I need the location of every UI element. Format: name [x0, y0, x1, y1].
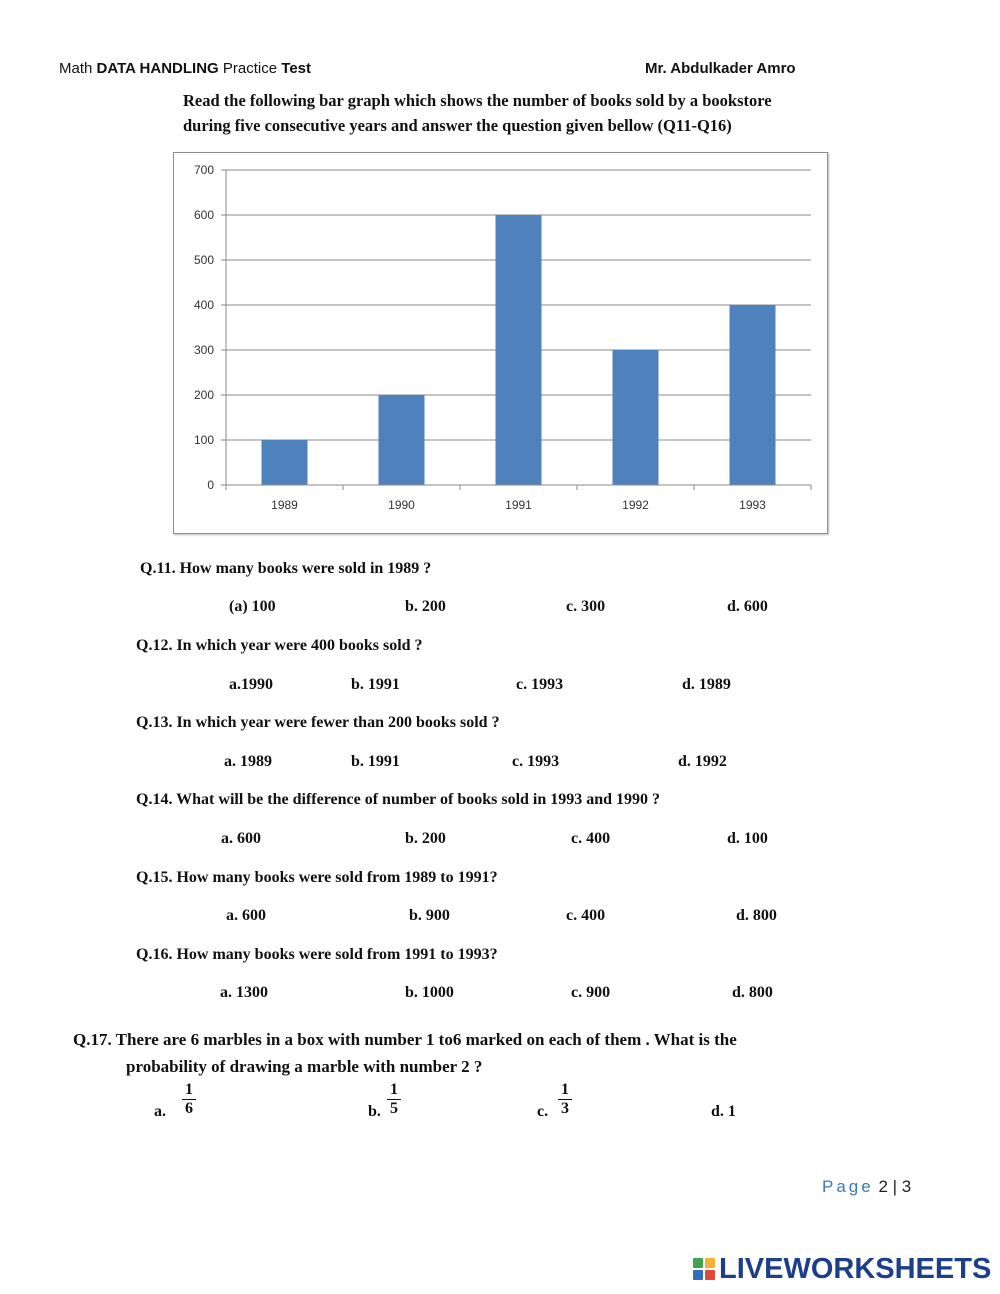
y-tick-label: 400	[193, 298, 214, 312]
document-author: Mr. Abdulkader Amro	[645, 60, 796, 77]
bar-1991	[496, 215, 542, 485]
page-number: 2 | 3	[878, 1177, 912, 1196]
q17-option-b-label[interactable]: b.	[368, 1103, 381, 1120]
q14-option-b[interactable]: b. 200	[405, 830, 446, 847]
y-tick-label: 200	[193, 388, 214, 402]
q15-option-a[interactable]: a. 600	[226, 907, 266, 924]
q13-option-a[interactable]: a. 1989	[224, 753, 272, 770]
question-12: Q.12. In which year were 400 books sold ?	[136, 637, 423, 654]
q12-option-b[interactable]: b. 1991	[351, 676, 400, 693]
y-tick-label: 700	[193, 163, 214, 177]
y-tick-label: 500	[193, 253, 214, 267]
q15-option-b[interactable]: b. 900	[409, 907, 450, 924]
y-tick-label: 0	[207, 478, 214, 492]
header-mid: Practice	[218, 60, 282, 77]
q12-option-a[interactable]: a.1990	[229, 676, 273, 693]
y-tick-label: 100	[193, 433, 214, 447]
q17-option-b-fraction[interactable]	[387, 1081, 401, 1118]
question-17-line-1: Q.17. There are 6 marbles in a box with number 1 to6 marked on each of them . What is the	[73, 1030, 737, 1049]
q11-option-b[interactable]: b. 200	[405, 598, 446, 615]
q17-option-a-label[interactable]: a.	[154, 1103, 166, 1120]
bar-1992	[613, 350, 659, 485]
q16-option-a[interactable]: a. 1300	[220, 984, 268, 1001]
q12-option-d[interactable]: d. 1989	[682, 676, 731, 693]
x-tick-label: 1992	[622, 498, 649, 512]
q14-option-a[interactable]: a. 600	[221, 830, 261, 847]
q17-option-a-fraction[interactable]	[182, 1081, 196, 1118]
q13-option-c[interactable]: c. 1993	[512, 753, 560, 770]
intro-line-1: Read the following bar graph which shows the number of books sold by a bookstore	[183, 91, 772, 110]
q16-option-b[interactable]: b. 1000	[405, 984, 454, 1001]
intro-line-2: during five consecutive years and answer the question given bellow (Q11-Q16)	[183, 116, 732, 135]
q14-option-c[interactable]: c. 400	[571, 830, 611, 847]
fraction-numerator: 1	[182, 1081, 196, 1100]
q12-option-c[interactable]: c. 1993	[516, 676, 564, 693]
q11-option-d[interactable]: d. 600	[727, 598, 768, 615]
q16-option-d[interactable]: d. 800	[732, 984, 773, 1001]
bar-chart-svg	[174, 153, 827, 533]
liveworksheets-logo	[693, 1252, 991, 1286]
q16-option-c[interactable]: c. 900	[571, 984, 611, 1001]
x-tick-label: 1990	[388, 498, 415, 512]
bar-chart	[173, 152, 828, 534]
header-topic: DATA HANDLING	[96, 60, 219, 77]
q14-option-d[interactable]: d. 100	[727, 830, 768, 847]
q11-option-c[interactable]: c. 300	[566, 598, 606, 615]
q17-option-c-fraction[interactable]	[558, 1081, 572, 1118]
logo-icon	[693, 1258, 715, 1280]
q13-option-d[interactable]: d. 1992	[678, 753, 727, 770]
bar-1993	[730, 305, 776, 485]
y-tick-label: 600	[193, 208, 214, 222]
question-16: Q.16. How many books were sold from 1991 to 1993?	[136, 946, 498, 963]
document-header-title	[59, 60, 311, 77]
header-test: Test	[281, 60, 311, 77]
page-footer	[822, 1177, 911, 1197]
bar-1989	[262, 440, 308, 485]
q13-option-b[interactable]: b. 1991	[351, 753, 400, 770]
question-14: Q.14. What will be the difference of number of books sold in 1993 and 1990 ?	[136, 791, 661, 808]
fraction-denominator: 6	[185, 1100, 193, 1117]
y-tick-label: 300	[193, 343, 214, 357]
question-17-line-2: probability of drawing a marble with number 2 ?	[126, 1057, 483, 1076]
fraction-denominator: 3	[561, 1100, 569, 1117]
q11-option-a[interactable]: (a) 100	[229, 598, 276, 615]
question-13: Q.13. In which year were fewer than 200 books sold ?	[136, 714, 500, 731]
question-15: Q.15. How many books were sold from 1989 to 1991?	[136, 869, 498, 886]
x-tick-label: 1991	[505, 498, 532, 512]
fraction-numerator: 1	[387, 1081, 401, 1100]
x-tick-label: 1989	[271, 498, 298, 512]
fraction-denominator: 5	[390, 1100, 398, 1117]
q15-option-c[interactable]: c. 400	[566, 907, 606, 924]
x-tick-label: 1993	[739, 498, 766, 512]
q17-option-d[interactable]: d. 1	[711, 1103, 736, 1120]
q15-option-d[interactable]: d. 800	[736, 907, 777, 924]
fraction-numerator: 1	[558, 1081, 572, 1100]
page-label: Page	[822, 1177, 874, 1196]
q17-option-c-label[interactable]: c.	[537, 1103, 549, 1120]
question-11: Q.11. How many books were sold in 1989 ?	[140, 560, 432, 577]
logo-text: LIVEWORKSHEETS	[719, 1252, 992, 1285]
header-prefix: Math	[59, 60, 97, 77]
bar-1990	[379, 395, 425, 485]
